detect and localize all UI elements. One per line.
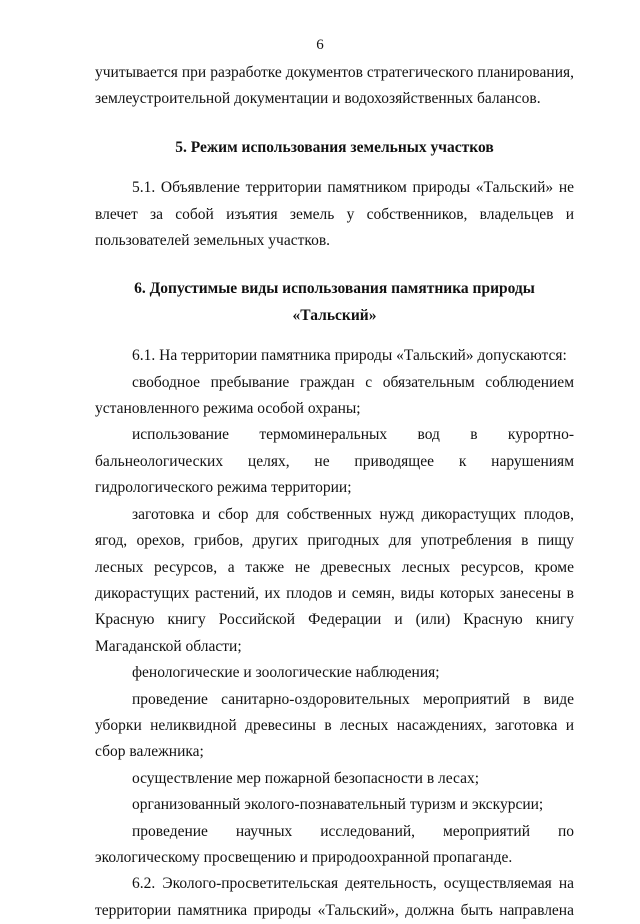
list-item: свободное пребывание граждан с обязательным соблюдением установленного режима особой охраны;	[95, 373, 574, 418]
continuation-paragraph: учитывается при разработке документов стратегического планирования, землеустроительной документации и водохозяйственных балансов.	[95, 64, 574, 108]
section-6-paragraph-1: 6.1. На территории памятника природы «Тальский» допускаются:	[132, 347, 567, 365]
document-body	[95, 60, 574, 924]
page-number: 6	[316, 37, 324, 53]
list-item: проведение санитарно-оздоровительных мероприятий в виде уборки неликвидной древесины в лесных насаждениях, заготовка и сбор валежника;	[95, 690, 574, 761]
list-item: использование термоминеральных вод в курортно-бальнеологических целях, не приводящее к нарушениям гидрологического режима территории;	[95, 426, 574, 497]
list-item: фенологические и зоологические наблюдения;	[132, 664, 440, 682]
section-6-heading: 6. Допустимые виды использования памятника природы «Тальский»	[134, 280, 535, 324]
section-5-paragraph-1: 5.1. Объявление территории памятником природы «Тальский» не влечет за собой изъятия земель у собственников, владельцев и пользователей земельных участков.	[95, 179, 574, 250]
section-6-paragraph-2: 6.2. Эколого-просветительская деятельность, осуществляемая на территории памятника природы «Тальский», должна быть направлена	[95, 875, 574, 919]
section-5-heading: 5. Режим использования земельных участков	[175, 138, 494, 156]
list-item: заготовка и сбор для собственных нужд дикорастущих плодов, ягод, орехов, грибов, других пригодных для употребления в пищу лесных ресурсов, а также не древесных лесных ресурсов, кроме дикорастущих растений, их плодов и семян, виды которых занесены в Красную книгу Российской Федерации и (или) Красную книгу Магаданской области;	[95, 505, 574, 655]
list-item: проведение научных исследований, мероприятий по экологическому просвещению и природоохранной пропаганде.	[95, 822, 574, 866]
list-item: организованный эколого-познавательный туризм и экскурсии;	[132, 796, 544, 814]
list-item: осуществление мер пожарной безопасности в лесах;	[132, 769, 480, 787]
